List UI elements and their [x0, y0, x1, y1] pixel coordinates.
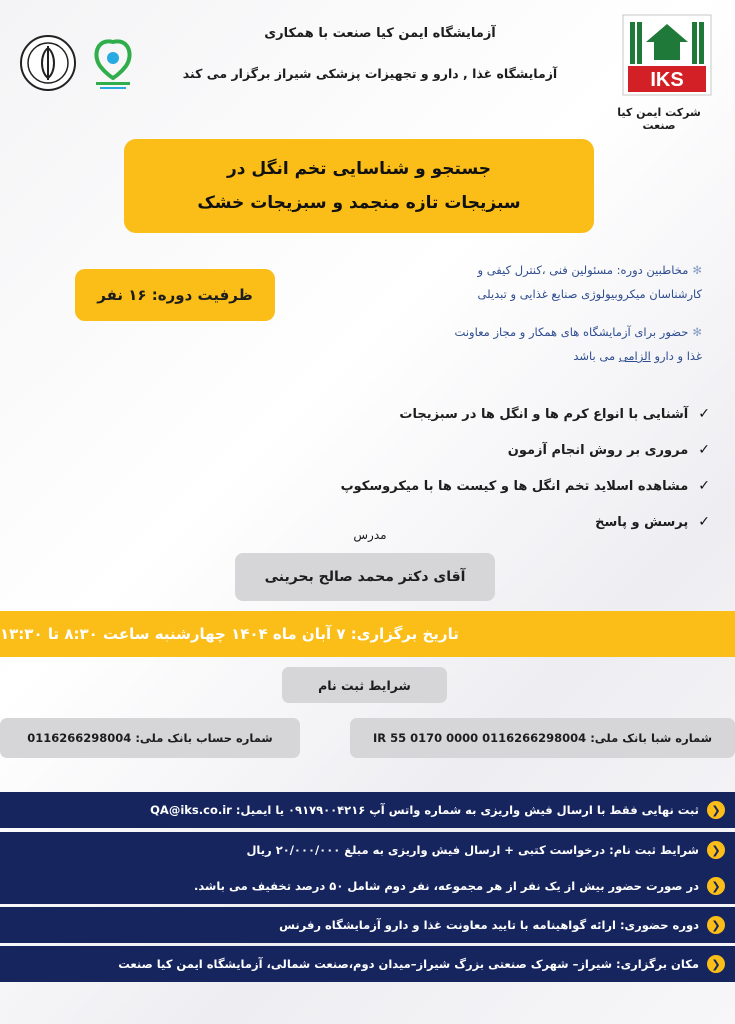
asterisk-icon: ✻ [692, 263, 702, 277]
chevron-left-icon: ❮ [707, 801, 725, 819]
iks-logo-text: IKS [650, 69, 684, 91]
info-text: ثبت نهایی فقط با ارسال فیش واریزی به شماره واتس آپ ۰۹۱۷۹۰۰۴۲۱۶ یا ایمیل: QA@iks.co.ir [150, 803, 699, 817]
bank-sheba-value: IR 55 0170 0000 0116266298004 [372, 731, 587, 745]
attendance-required: الزامی [618, 349, 651, 363]
check-icon: ✓ [698, 442, 710, 458]
bank-account-label: شماره حساب بانک ملی: [135, 731, 273, 745]
info-row [0, 946, 735, 982]
ministry-of-health-logo [18, 34, 78, 92]
teacher-name: آقای دکتر محمد صالح بحرینی [235, 553, 495, 601]
topic-item [250, 468, 710, 504]
info-row [0, 907, 735, 943]
audience-note [380, 258, 702, 306]
attendance-line-2-post: می باشد [573, 349, 616, 363]
topic-item [250, 396, 710, 432]
chevron-left-icon: ❮ [707, 841, 725, 859]
registration-conditions-label: شرایط ثبت نام [282, 667, 447, 703]
chevron-left-icon: ❮ [707, 877, 725, 895]
topic-text: مروری بر روش انجام آزمون [507, 442, 689, 458]
header-line-2: آزمایشگاه غذا , دارو و تجهیزات پزشکی شیراز برگزار می کند [182, 66, 558, 81]
audience-line-1: مخاطبین دوره: مسئولین فنی ،کنترل کیفی و [477, 263, 689, 277]
bank-sheba-label: شماره شبا بانک ملی: [590, 731, 713, 745]
attendance-line-1: حضور برای آزمایشگاه های همکار و مجاز معاونت [454, 325, 689, 339]
info-row [0, 832, 735, 868]
topic-item [250, 504, 710, 540]
course-title-line-1: جستجو و شناسایی تخم انگل در [226, 159, 492, 179]
bank-sheba-box [350, 718, 735, 758]
topic-item [250, 432, 710, 468]
date-text: تاریخ برگزاری: ۷ آبان ماه ۱۴۰۴ چهارشنبه ساعت ۸:۳۰ تا ۱۳:۳۰ [0, 625, 459, 643]
bank-account-box [0, 718, 300, 758]
check-icon: ✓ [698, 514, 710, 530]
check-icon: ✓ [698, 478, 710, 494]
info-text: در صورت حضور بیش از یک نفر از هر مجموعه، نفر دوم شامل ۵۰ درصد تخفیف می باشد. [194, 879, 699, 893]
teacher-label: مدرس [353, 528, 387, 542]
attendance-line-2-pre: غذا و دارو [654, 349, 702, 363]
food-drug-admin-logo [86, 34, 140, 92]
check-icon: ✓ [698, 406, 710, 422]
info-row [0, 868, 735, 904]
company-name: شرکت ایمن کیا صنعت [617, 106, 701, 132]
topic-text: آشنایی با انواع کرم ها و انگل ها در سبزیجات [399, 406, 689, 422]
info-text: مکان برگزاری: شیراز– شهرک صنعتی بزرگ شیراز–میدان دوم،صنعت شمالی، آزمایشگاه ایمن کیا صنعت [118, 957, 699, 971]
asterisk-icon: ✻ [692, 325, 702, 339]
bank-account-value: 0116266298004 [27, 731, 132, 745]
capacity-badge: ظرفیت دوره: ۱۶ نفر [75, 269, 275, 321]
header-line-1: آزمایشگاه ایمن کیا صنعت با همکاری [264, 26, 496, 41]
course-title-line-2: سبزیجات تازه منجمد و سبزیجات خشک [197, 193, 521, 213]
date-band [0, 611, 735, 657]
audience-line-2: کارشناسان میکروبیولوژی صنایع غذایی و تبدیلی [477, 287, 702, 301]
chevron-left-icon: ❮ [707, 955, 725, 973]
topic-list [250, 396, 710, 540]
iks-logo [622, 14, 712, 96]
topic-text: پرسش و پاسخ [595, 514, 689, 530]
attendance-note [380, 320, 702, 368]
topic-text: مشاهده اسلاید تخم انگل ها و کیست ها با میکروسکوپ [340, 478, 689, 494]
course-title-box [124, 139, 594, 233]
info-text: دوره حضوری: ارائه گواهینامه با تایید معاونت غذا و دارو آزمایشگاه رفرنس [279, 918, 699, 932]
chevron-left-icon: ❮ [707, 916, 725, 934]
info-text: شرایط ثبت نام: درخواست کتبی + ارسال فیش واریزی به مبلغ ۲۰/۰۰۰/۰۰۰ ریال [246, 843, 699, 857]
info-row [0, 792, 735, 828]
